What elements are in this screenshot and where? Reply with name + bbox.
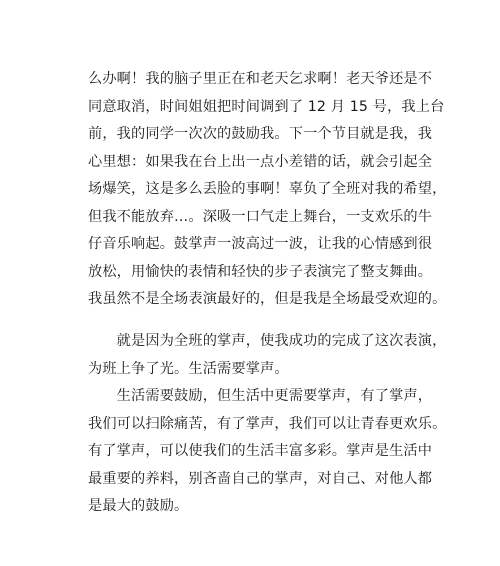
- text-line: 最重要的养料，别吝啬自己的掌声，对自己、对他人都: [88, 470, 433, 487]
- text-line: 我们可以扫除痛苦，有了掌声，我们可以让青春更欢乐。: [88, 415, 447, 432]
- text-line: 就是因为全班的掌声，使我成功的完成了这次表演，: [88, 333, 447, 349]
- text-line: 我虽然不是全场表演最好的，但是我是全场最受欢迎的。: [88, 291, 447, 307]
- paragraph-life-needs-applause: [88, 383, 447, 521]
- text-line: 生活需要鼓励，但生活中更需要掌声，有了掌声，: [88, 388, 433, 404]
- text-line: 放松，用愉快的表情和轻快的步子表演完了整支舞曲。: [88, 263, 433, 280]
- text-line: 场爆笑，这是多么丢脸的事啊！辜负了全班对我的希望，: [88, 181, 447, 197]
- text-line: 同意取消，时间姐姐把时间调到了 12 月 15 号，我上台: [88, 98, 445, 115]
- text-line: 但我不能放弃…。深吸一口气走上舞台，一支欢乐的牛: [88, 208, 433, 225]
- paragraph-story-performance: [88, 66, 447, 314]
- text-line: 仔音乐响起。鼓掌声一波高过一波，让我的心情感到很: [88, 236, 433, 252]
- text-line: 是最大的鼓励。: [88, 498, 189, 514]
- text-line: 前，我的同学一次次的鼓励我。下一个节目就是我，我: [88, 126, 433, 142]
- text-line: 么办啊！我的脑子里正在和老天乞求啊！老天爷还是不: [88, 71, 433, 87]
- paragraph-class-applause: [88, 328, 447, 383]
- text-line: 为班上争了光。生活需要掌声。: [88, 360, 289, 377]
- text-line: 有了掌声，可以使我们的生活丰富多彩。掌声是生活中: [88, 443, 433, 459]
- text-line: 心里想：如果我在台上出一点小差错的话，就会引起全: [88, 153, 433, 170]
